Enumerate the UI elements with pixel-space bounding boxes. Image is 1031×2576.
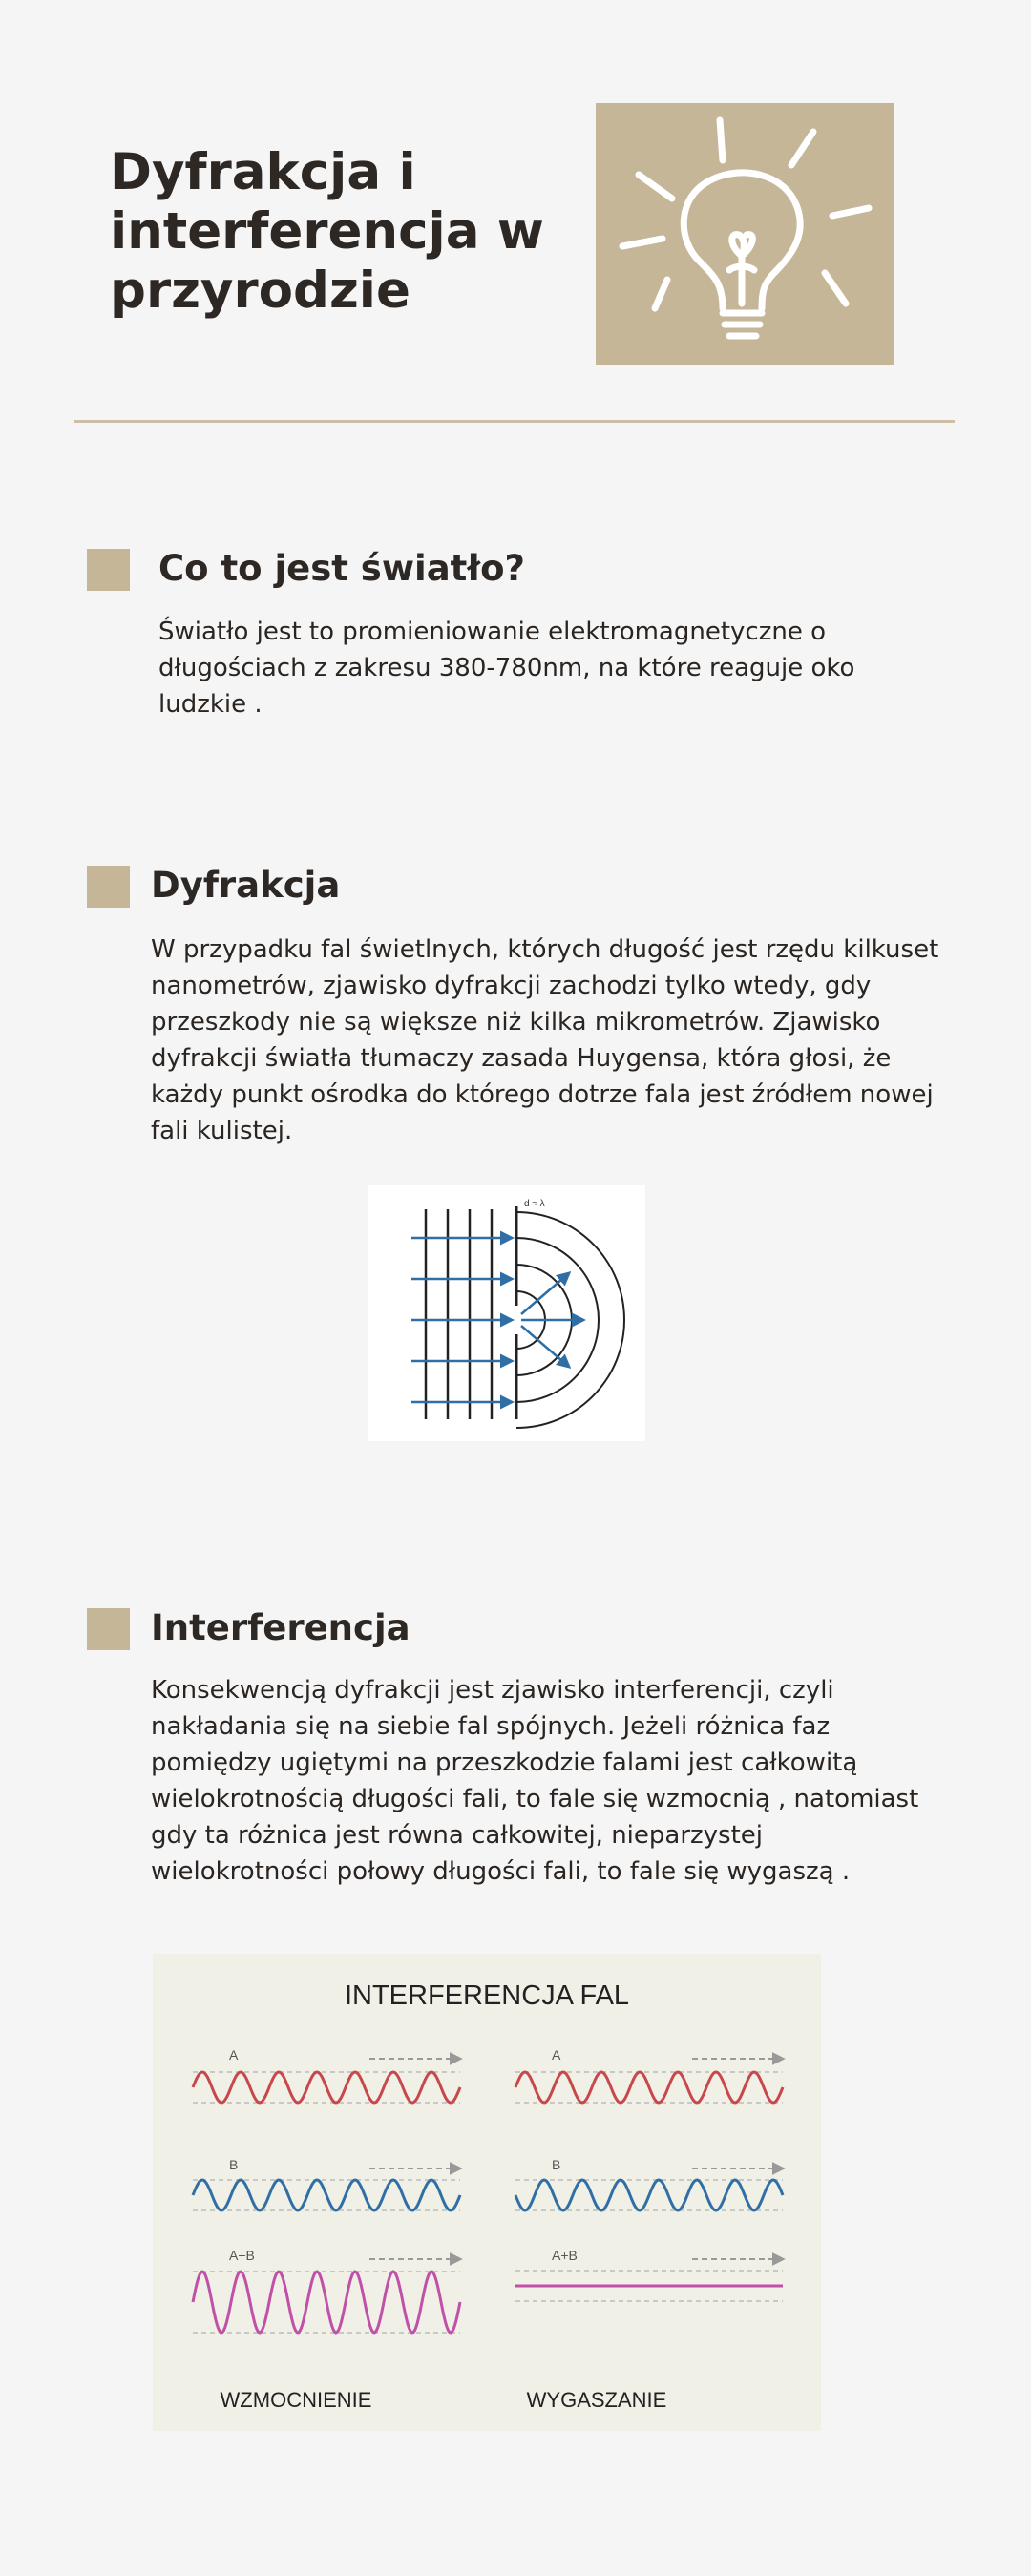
light-bulb-icon — [596, 103, 894, 365]
diffraction-label: d ≈ λ — [524, 1199, 545, 1209]
wave-label-a-left: A — [229, 2047, 239, 2063]
wave-sum-constructive — [193, 2272, 460, 2333]
section-body-interference: Konsekwencją dyfrakcji jest zjawisko interferencji, czyli nakładania się na siebie fal spójnych. Jeżeli różnica faz pomiędzy ugiętymi na przeszkodzie falami jest całkowitą wielokrotnością długości fali, to fale się wzmocnią , natomiast gdy ta różnica jest równa całkowitej, nieparzystej wielokrotności połowy długości fali, to fale się wygaszą . — [151, 1676, 919, 1886]
wave-a-constructive — [193, 2072, 460, 2103]
wave-b-constructive — [193, 2180, 460, 2210]
header-divider — [74, 420, 955, 423]
caption-destructive: WYGASZANIE — [526, 2388, 667, 2412]
section-marker — [87, 1608, 130, 1650]
section-marker — [87, 549, 130, 591]
section-heading-diffraction: Dyfrakcja — [151, 865, 341, 906]
section-marker — [87, 866, 130, 908]
wave-label-b-left: B — [229, 2157, 239, 2172]
section-body-light: Światło jest to promieniowanie elektromagnetyczne o długościach z zakresu 380-780nm, na które reaguje oko ludzkie . — [158, 618, 855, 719]
wave-b-destructive — [516, 2180, 783, 2210]
section-heading-interference: Interferencja — [151, 1607, 410, 1648]
diffraction-diagram — [368, 1185, 645, 1441]
wave-label-sum-right: A+B — [552, 2248, 578, 2263]
caption-constructive: WZMOCNIENIE — [220, 2388, 372, 2412]
interference-diagram — [153, 1954, 821, 2431]
interference-title: INTERFERENCJA FAL — [344, 1980, 630, 2011]
section-body-diffraction: W przypadku fal świetlnych, których długość jest rzędu kilkuset nanometrów, zjawisko dyfrakcji zachodzi tylko wtedy, gdy przeszkody nie są większe niż kilka mikrometrów. Zjawisko dyfrakcji światła tłumaczy zasada Huygensa, która głosi, że każdy punkt ośrodka do którego dotrze fala jest źródłem nowej fali kulistej. — [151, 935, 939, 1145]
wave-label-sum-left: A+B — [229, 2248, 255, 2263]
wave-label-b-right: B — [552, 2157, 561, 2172]
wave-label-a-right: A — [552, 2047, 561, 2063]
page-title: Dyfrakcja i interferencja w przyrodzie — [110, 143, 544, 320]
wave-a-destructive — [516, 2072, 783, 2103]
section-heading-light: Co to jest światło? — [158, 548, 525, 589]
